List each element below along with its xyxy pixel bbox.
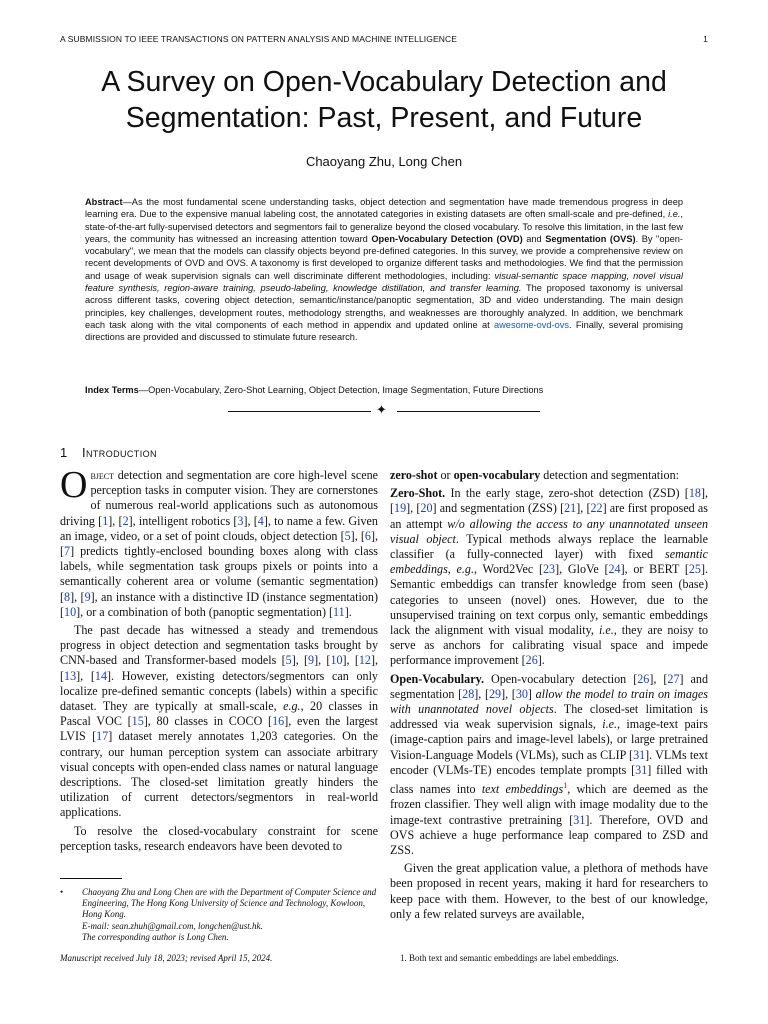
citation-link[interactable]: 31 <box>573 812 586 827</box>
divider-line-right <box>397 411 540 412</box>
text: ]. <box>344 604 352 619</box>
abstract-text: , state-of-the-art fully-supervised detectors and segmentors fail to generalize beyond the closed vocabulary. To resolve this limitation, in the last few years, the community has witnessed an increasing attention toward <box>85 209 683 244</box>
citation-link[interactable]: 13 <box>64 668 77 683</box>
text: ] <box>527 686 536 701</box>
text: ], even the largest LVIS [ <box>60 714 378 744</box>
text-italic: text embeddings <box>481 782 564 797</box>
text: ], to name a few. Given an image, video, or a set of point clouds, object detection [ <box>60 513 378 543</box>
citation-link[interactable]: 15 <box>131 714 144 729</box>
text: ], [ <box>406 501 421 516</box>
section-number: 1 <box>60 445 68 460</box>
text: ], an instance with a distinctive ID (instance segmentation) [ <box>60 589 379 619</box>
text-bold: zero-shot <box>390 468 438 482</box>
awesome-ovd-ovs-link[interactable]: awesome-ovd-ovs <box>493 319 570 330</box>
index-terms <box>85 385 683 395</box>
email-text: E-mail: sean.zhuh@gmail.com, longchen@ust.hk. <box>82 920 263 931</box>
paragraph-heading: Open-Vocabulary. <box>390 671 484 686</box>
abstract-label: Abstract <box>85 197 123 207</box>
text: ], [ <box>291 653 309 668</box>
affiliation-footnote <box>60 887 378 943</box>
corresponding-author-text: The corresponding author is Long Chen. <box>82 931 229 942</box>
text: ], [ <box>60 653 379 683</box>
paper-authors: Chaoyang Zhu, Long Chen <box>305 154 463 169</box>
citation-link[interactable]: 23 <box>543 562 556 577</box>
text: ], [ <box>76 668 95 683</box>
intro-paragraph-1 <box>60 464 379 620</box>
citation-link[interactable]: 9 <box>84 589 91 604</box>
citation-link[interactable]: 28 <box>462 686 475 701</box>
bullet-icon: • <box>60 887 64 897</box>
abstract-text: . Finally, several promising directions are provided and discussed to stimulate future research. <box>85 319 683 343</box>
text: ], [ <box>108 513 123 528</box>
citation-link[interactable]: 4 <box>257 513 264 528</box>
text-italic: w/o allowing the access to any unannotated unseen visual object <box>390 516 708 546</box>
citation-link[interactable]: 21 <box>564 501 577 516</box>
text: , image-text pairs (image-caption pairs and image-level labels), or large pretrained Vision-Language Models (VLMs), such as CLIP [ <box>390 717 708 762</box>
citation-link[interactable]: 30 <box>515 686 528 701</box>
citation-link[interactable]: 3 <box>237 513 244 528</box>
citation-link[interactable]: 24 <box>608 562 621 577</box>
text: , Word2Vec [ <box>474 562 543 577</box>
left-column <box>60 464 379 857</box>
text: ] filled with class names into <box>390 762 708 797</box>
text: ]. <box>537 653 545 668</box>
manuscript-dates: Manuscript received July 18, 2023; revised April 15, 2024. <box>60 953 273 963</box>
intro-paragraph-2 <box>60 623 378 821</box>
abstract-text: The proposed taxonomy is universal across different tasks, covering object detection, semantic/instance/panoptic segmentation, 3D and video understanding. The main design principles, key challenges, development routes, methodology strengths, and weaknesses are thoroughly analyzed. In addition, we benchmark each task along with the vital components of each method in appendix and updated online at <box>85 283 683 330</box>
page-number: 1 <box>703 34 708 44</box>
text-italic: semantic embeddings <box>390 547 708 577</box>
text: . Typical methods always replace the learnable classifier (a fully-connected layer) with fixed <box>390 531 708 562</box>
smallcaps-text: bject <box>90 468 115 482</box>
paragraph-heading: Zero-Shot. <box>390 486 446 501</box>
text: ] dataset merely annotates 1,203 categories. On the contrary, our human perception system can associate arbitrary visual concepts with open-ended class names or natural language descriptions. The closed-set limitation greatly hinders the utilization of current detectors/segmentors in real-world applications. <box>60 729 378 820</box>
citation-link[interactable]: 7 <box>64 544 71 559</box>
index-terms-text: —Open-Vocabulary, Zero-Shot Learning, Object Detection, Image Segmentation, Future Directions <box>138 385 544 395</box>
journal-name: A SUBMISSION TO IEEE TRANSACTIONS ON PATTERN ANALYSIS AND MACHINE INTELLIGENCE <box>60 34 457 44</box>
abstract-ovd: Open-Vocabulary Detection (OVD) <box>371 233 523 244</box>
text: ]. Therefore, OVD and OVS achieve a huge performance leap compared to ZSD and ZSS. <box>390 812 708 857</box>
text: ], [ <box>314 653 331 668</box>
text: ] are first proposed as an attempt <box>390 501 708 531</box>
text: ], [ <box>60 528 378 559</box>
abstract <box>85 196 683 344</box>
citation-link[interactable]: 11 <box>333 604 345 619</box>
text: , they are noisy to serve as anchors for calibrating visual space and impede performance improvement [ <box>390 623 708 668</box>
intro-paragraph-5: Given the great application value, a plethora of methods have been proposed in recent years, making it hard for researchers to keep pace with them. However, to the best of our knowledge, only a few related surveys are available, <box>390 861 708 921</box>
index-terms-label: Index Terms <box>85 385 139 395</box>
text: ], [ <box>649 671 668 686</box>
text: ], or a combination of both (panoptic segmentation) [ <box>76 604 334 619</box>
citation-link[interactable]: 2 <box>122 513 129 528</box>
citation-link[interactable]: 16 <box>272 714 285 729</box>
text: ] predicts tightly-enclosed bounding boxes along with class labels, while segmentation task groups pixels or points into a semantically coherent area or volume (semantic segmentation) [ <box>60 544 378 604</box>
citation-link[interactable]: 29 <box>489 686 502 701</box>
text: ]. VLMs text encoder (VLMs-TE) encodes template prompts [ <box>390 747 708 777</box>
citation-link[interactable]: 27 <box>667 671 680 686</box>
text-ie: i.e. <box>598 623 614 638</box>
abstract-ie: i.e. <box>668 209 681 220</box>
text-eg: e.g. <box>283 699 301 714</box>
citation-link[interactable]: 10 <box>330 653 343 668</box>
section-divider <box>228 404 540 418</box>
citation-link[interactable]: 8 <box>64 589 71 604</box>
citation-link[interactable]: 20 <box>420 501 433 516</box>
intro-paragraph-3: To resolve the closed-vocabulary constraint for scene perception tasks, research endeavors have been devoted to <box>60 823 378 853</box>
zero-shot-paragraph <box>390 486 708 668</box>
section-title: Introduction <box>82 445 157 460</box>
abstract-text: —As the most fundamental scene understanding tasks, object detection and segmentation have made tremendous progress in deep learning era. Due to the expensive manual labeling cost, the annotated categories in existing datasets are often small-scale and pre-defined, <box>85 197 683 220</box>
abstract-text: . By "open-vocabulary", we mean that the models can classify objects beyond pre-defined categories. In this survey, we provide a comprehensive review on recent developments of OVD and OVS. A taxonomy is first developed to organize different tasks and methodologies. We find that the permission and usage of weak supervision signals can well discriminate different methodologies, including: <box>85 233 683 281</box>
text: In the early stage, zero-shot detection (ZSD) [ <box>445 486 689 501</box>
abstract-ovs: Segmentation (OVS) <box>545 233 636 244</box>
text: detection and segmentation are core high-level scene perception tasks in computer vision. They are cornerstones of numerous real-world applications such as autonomous driving [ <box>60 468 378 528</box>
footnote-mark[interactable]: 1 <box>563 781 568 791</box>
citation-link[interactable]: 5 <box>344 528 351 543</box>
text: ]. Semantic embeddigs can transfer knowledge from seen (base) categories to unseen (novel) ones. However, due to the unsupervised training on text corpus only, semantic embeddings lack the alignment with visual modality, <box>390 562 709 638</box>
citation-link[interactable]: 12 <box>358 653 371 668</box>
text: ], [ <box>390 486 708 516</box>
citation-link[interactable]: 26 <box>525 653 538 668</box>
text: . The closed-set limitation is addressed via weak supervision signals, <box>390 702 709 732</box>
citation-link[interactable]: 14 <box>94 668 107 683</box>
divider-line-left <box>228 411 371 412</box>
paper-title: A Survey on Open-Vocabulary Detection and Segmentation: Past, Present, and Future <box>101 66 667 134</box>
text: ] and segmentation (ZSS) [ <box>432 501 565 516</box>
citation-link[interactable]: 5 <box>285 653 292 668</box>
text: , 20 classes in Pascal VOC [ <box>60 699 378 729</box>
text: ], [ <box>501 686 516 701</box>
text-bold: open-vocabulary <box>453 468 541 482</box>
text: The past decade has witnessed a steady and tremendous progress in object detection and segmentation tasks brought by CNN-based and Transformer-based models [ <box>60 623 378 668</box>
text: ], intelligent robotics [ <box>128 513 238 528</box>
text: ], or BERT [ <box>620 562 689 577</box>
citation-link[interactable]: 17 <box>96 729 109 744</box>
text: ], [ <box>576 501 591 516</box>
citation-link[interactable]: 1 <box>102 513 109 528</box>
right-column <box>390 468 708 925</box>
text-italic: allow the model to train on images with unannotated novel objects <box>390 686 708 717</box>
citation-link[interactable]: 19 <box>394 501 407 516</box>
text: ], 80 classes in COCO [ <box>143 714 273 729</box>
drop-cap: O <box>60 464 88 506</box>
text: , which are deemed as the frozen classifier. They well align with image modality due to the image-text contrastive pretraining [ <box>390 782 708 827</box>
text: or <box>437 468 454 482</box>
abstract-text: and <box>522 233 546 244</box>
affiliation-text: Chaoyang Zhu and Long Chen are with the Department of Computer Science and Engineering, The Hong Kong University of Science and Technology, Kowloon, Hong Kong. <box>82 887 377 920</box>
citation-link[interactable]: 22 <box>590 501 603 516</box>
divider-ornament-icon: ✦ <box>376 402 387 417</box>
text: Open-vocabulary detection [ <box>483 671 638 686</box>
text: ], [ <box>342 653 359 668</box>
citation-link[interactable]: 31 <box>633 747 646 762</box>
citation-link[interactable]: 18 <box>688 486 701 501</box>
citation-link[interactable]: 25 <box>688 562 701 577</box>
open-vocabulary-paragraph <box>390 672 708 858</box>
text: ], [ <box>350 528 365 543</box>
text: , <box>447 562 457 577</box>
text: ], GloVe [ <box>555 562 609 577</box>
citation-link[interactable]: 31 <box>635 762 648 777</box>
intro-paragraph-4 <box>390 468 708 483</box>
text-ie: i.e. <box>602 717 617 732</box>
citation-link[interactable]: 9 <box>308 653 315 668</box>
citation-link[interactable]: 10 <box>64 604 77 619</box>
text: ]. However, existing detectors/segmentors can only localize pre-defined semantic concepts (labels) within a specific dataset. They are typically at small-scale, <box>60 668 378 714</box>
text: ] and segmentation [ <box>390 671 708 701</box>
text-eg: e.g. <box>456 562 474 577</box>
section-heading <box>60 445 157 460</box>
abstract-methods: visual-semantic space mapping, novel visual feature synthesis, region-aware training, pseudo-labeling, knowledge distillation, and transfer learning. <box>85 270 683 294</box>
text: ], [ <box>474 686 489 701</box>
citation-link[interactable]: 6 <box>364 528 371 543</box>
text: detection and segmentation: <box>540 468 679 482</box>
footnote-1: 1. Both text and semantic embeddings are label embeddings. <box>400 953 619 963</box>
text: ], [ <box>70 589 85 604</box>
citation-link[interactable]: 26 <box>637 671 650 686</box>
text: ], [ <box>243 513 258 528</box>
footnote-rule <box>60 878 122 879</box>
